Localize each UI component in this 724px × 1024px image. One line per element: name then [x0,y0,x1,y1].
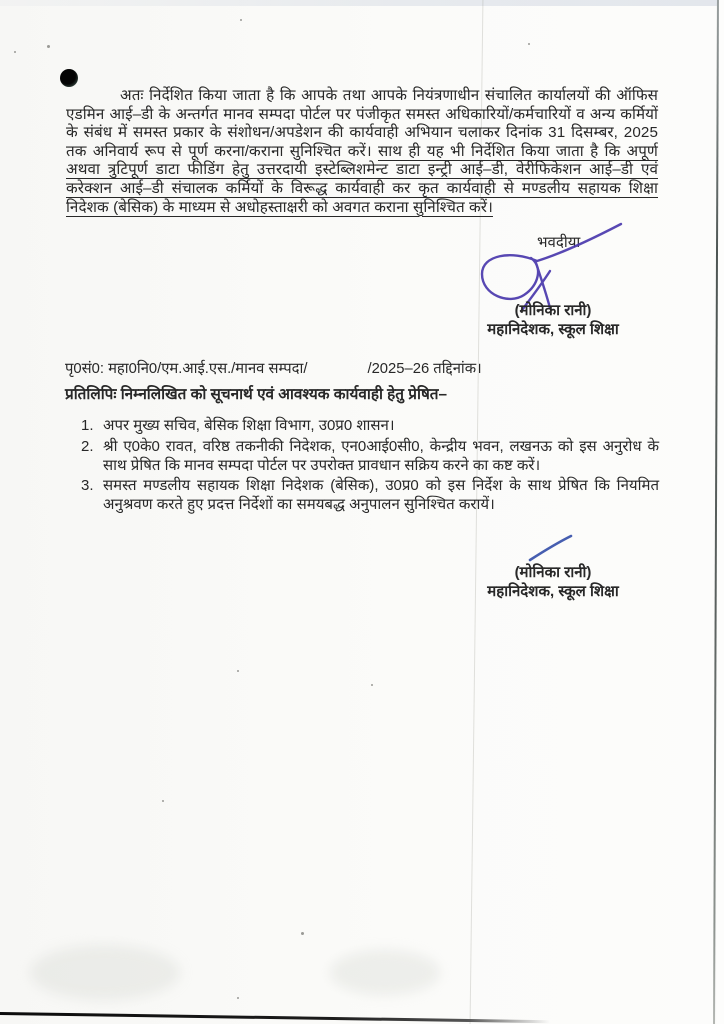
reference-prefix: पृ0सं0: महा0नि0/एम.आई.एस./मानव सम्पदा/ [65,361,308,377]
signatory-title: महानिदेशक, स्कूल शिक्षा [487,582,619,600]
copy-heading: प्रतिलिपिः निम्नलिखित को सूचनार्थ एवं आवश्यक कार्यवाही हेतु प्रेषित– [65,386,448,403]
signatory-block [438,302,668,339]
second-signatory-block [438,564,668,601]
body-paragraph-underlined-text: साथ ही यह भी निर्देशित किया जाता है कि अपूर्ण अथवा त्रुटिपूर्ण डाटा फीडिंग हेतु उत्तरदायी इस्टेब्लिशमेन्ट डाटा इन्ट्री आई–डी, वेरीफिकेशन आई–डी एवं करेक्शन आई–डी संचालक कर्मियों के विरूद्ध कार्यवाही कर कृत कार्यवाही से मण्डलीय सहायक शिक्षा निदेशक (बेसिक) के माध्यम से अधोहस्ताक्षरी को अवगत कराना सुनिश्चित करें। [66,142,659,216]
paper-speck [240,19,242,21]
list-item [81,477,659,515]
signatory-title: महानिदेशक, स्कूल शिक्षा [487,320,619,338]
list-item-text: श्री ए0के0 रावत, वरिष्ठ तकनीकी निदेशक, एन0आई0सी0, केन्द्रीय भवन, लखनऊ को इस अनुरोध के साथ प्रेषित कि मानव सम्पदा पोर्टल पर उपरोक्त प्रावधान सक्रिय करने का कष्ट करें। [103,437,659,474]
list-item-text: अपर मुख्य सचिव, बेसिक शिक्षा विभाग, उ0प्र0 शासन। [103,417,395,434]
paper-blotch [30,945,180,1000]
copy-list [81,417,659,517]
paper-speck [528,43,530,45]
list-item-number: 1. [81,417,94,434]
reference-suffix: /2025–26 तद्दिनांक। [367,361,482,377]
list-item [81,417,659,436]
paper-speck [237,670,239,672]
list-item-number: 2. [81,437,94,455]
paper-blotch [330,950,440,995]
signatory-name: (मोनिका रानी) [514,302,592,319]
paper-speck [14,51,16,53]
paper-speck [47,45,50,48]
scan-top-shadow [0,0,724,6]
list-item-number: 3. [81,477,94,495]
signatory-name: (मोनिका रानी) [514,564,592,581]
list-item-text: समस्त मण्डलीय सहायक शिक्षा निदेशक (बेसिक), उ0प्र0 को इस निर्देश के साथ प्रेषित कि नियमित अनुश्रवण करते हुए प्रदत्त निर्देशों का समयबद्ध अनुपालन सुनिश्चित करायें। [103,477,659,514]
paper-speck [237,997,239,999]
paper-speck [162,800,164,802]
signature-stroke-blue [530,536,571,560]
reference-line [65,358,482,378]
valediction: भवदीया [537,234,581,251]
body-paragraph-text: अतः निर्देशित किया जाता है कि आपके तथा आपके नियंत्रणाधीन संचालित कार्यालयों की ऑफिस एडमिन आई–डी के अन्तर्गत मानव सम्पदा पोर्टल पर पंजीकृत समस्त अधिकारियों/कर्मचारियों व अन्य कर्मियों के संबंध में समस्त प्रकार के संशोधन/अपडेशन की कार्यवाही अभियान चलाकर दिनांक 31 दिसम्बर, 2025 तक अनिवार्य रूप से पूर्ण करना/कराना सुनिश्चित करें। [66,87,658,160]
punch-hole [60,69,78,87]
body-paragraph [66,87,658,217]
paper-speck [371,684,373,686]
list-item [81,438,659,476]
paper-speck [301,932,304,935]
scan-bottom-edge-line [0,1012,550,1024]
